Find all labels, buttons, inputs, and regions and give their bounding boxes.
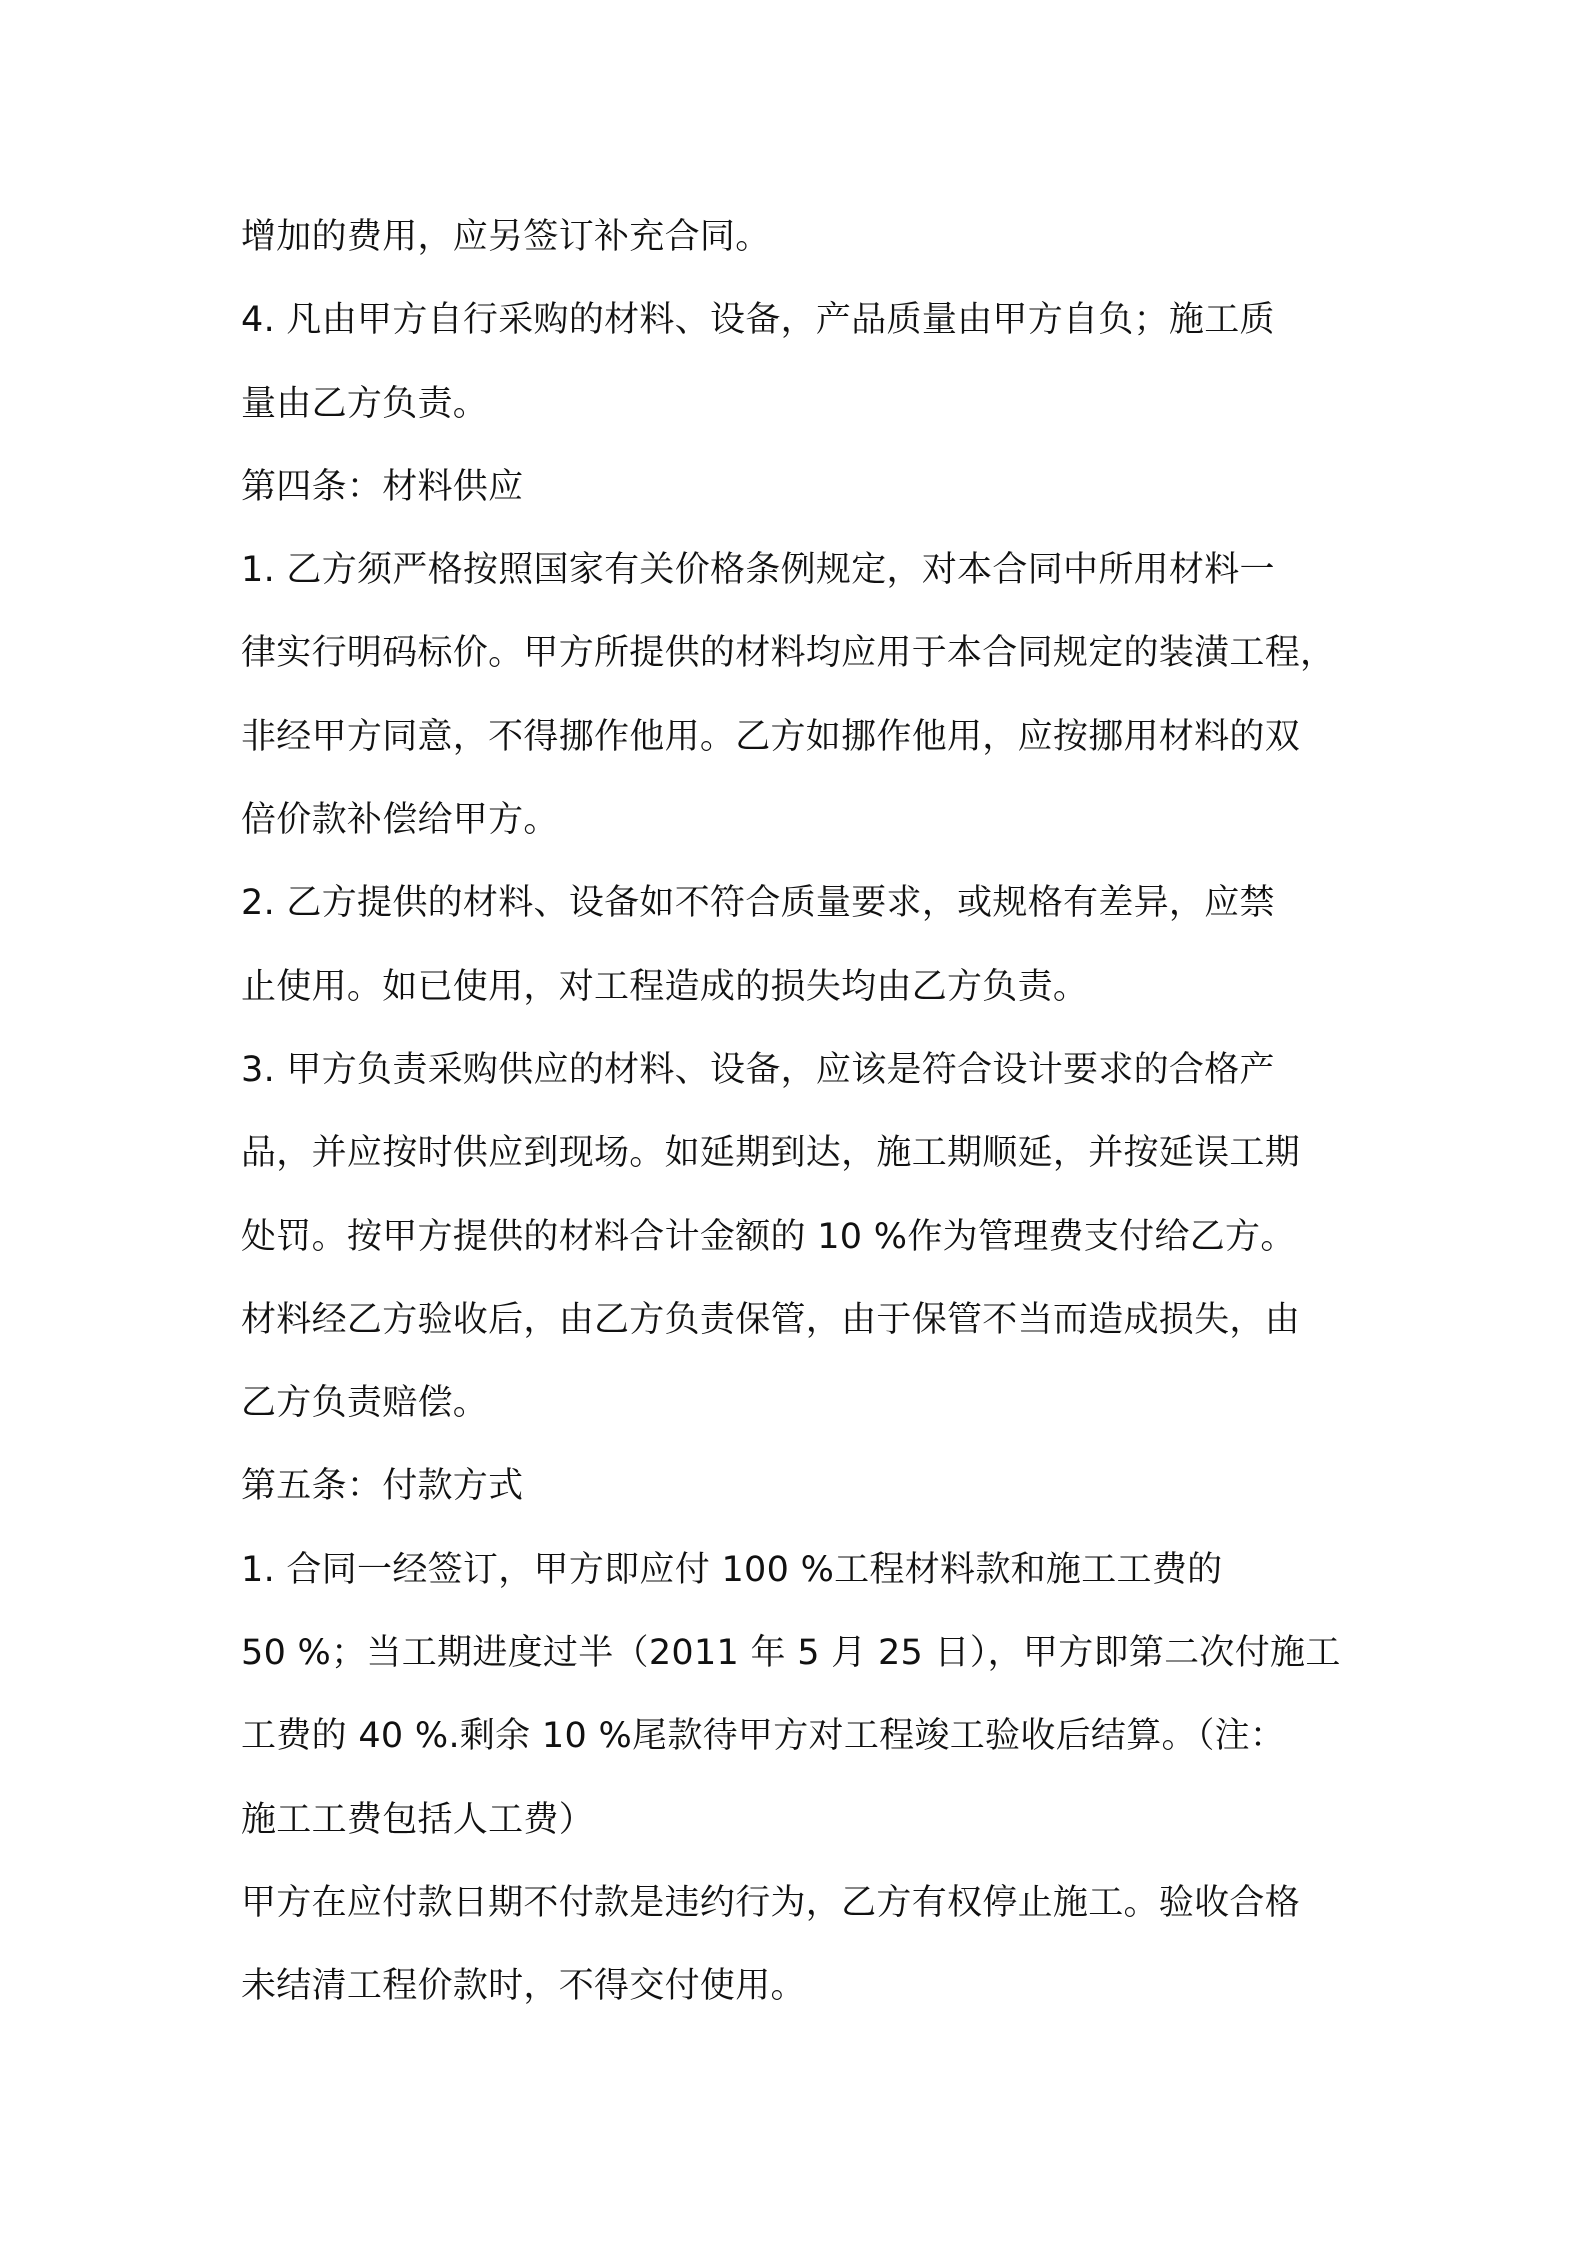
section-heading: 第五条：付款方式: [241, 1466, 524, 1507]
text-line: 2. 乙方提供的材料、设备如不符合质量要求，或规格有差异，应禁: [241, 883, 1275, 924]
text-line: 量由乙方负责。: [241, 383, 489, 424]
text-line: 品，并应按时供应到现场。如延期到达，施工期顺延，并按延误工期: [241, 1133, 1301, 1174]
text-line: 3. 甲方负责采购供应的材料、设备，应该是符合设计要求的合格产: [241, 1049, 1275, 1090]
text-line: 1. 合同一经签订，甲方即应付 100 %工程材料款和施工工费的: [241, 1549, 1223, 1590]
text-line: 倍价款补偿给甲方。: [241, 800, 559, 841]
text-line: 乙方负责赔偿。: [241, 1383, 489, 1424]
text-line: 施工工费包括人工费）: [241, 1799, 595, 1840]
text-line: 50 %；当工期进度过半（2011 年 5 月 25 日），甲方即第二次付施工: [241, 1633, 1341, 1674]
text-line: 甲方在应付款日期不付款是违约行为，乙方有权停止施工。验收合格: [241, 1882, 1301, 1923]
text-line: 律实行明码标价。甲方所提供的材料均应用于本合同规定的装潢工程，: [241, 633, 1336, 674]
text-line: 止使用。如已使用，对工程造成的损失均由乙方负责。: [241, 966, 1089, 1007]
text-line: 处罚。按甲方提供的材料合计金额的 10 %作为管理费支付给乙方。: [241, 1216, 1296, 1257]
text-line: 1. 乙方须严格按照国家有关价格条例规定，对本合同中所用材料一: [241, 550, 1275, 591]
text-line: 非经甲方同意，不得挪作他用。乙方如挪作他用，应按挪用材料的双: [241, 716, 1301, 757]
document-body: [241, 196, 1371, 2029]
text-line: 未结清工程价款时，不得交付使用。: [241, 1966, 806, 2007]
text-line: 4. 凡由甲方自行采购的材料、设备，产品质量由甲方自负；施工质: [241, 300, 1275, 341]
text-line: 工费的 40 %.剩余 10 %尾款待甲方对工程竣工验收后结算。（注：: [241, 1716, 1286, 1757]
text-line: 增加的费用，应另签订补充合同。: [241, 217, 771, 257]
text-line: 材料经乙方验收后，由乙方负责保管，由于保管不当而造成损失，由: [241, 1299, 1301, 1340]
section-heading: 第四条：材料供应: [241, 466, 524, 507]
